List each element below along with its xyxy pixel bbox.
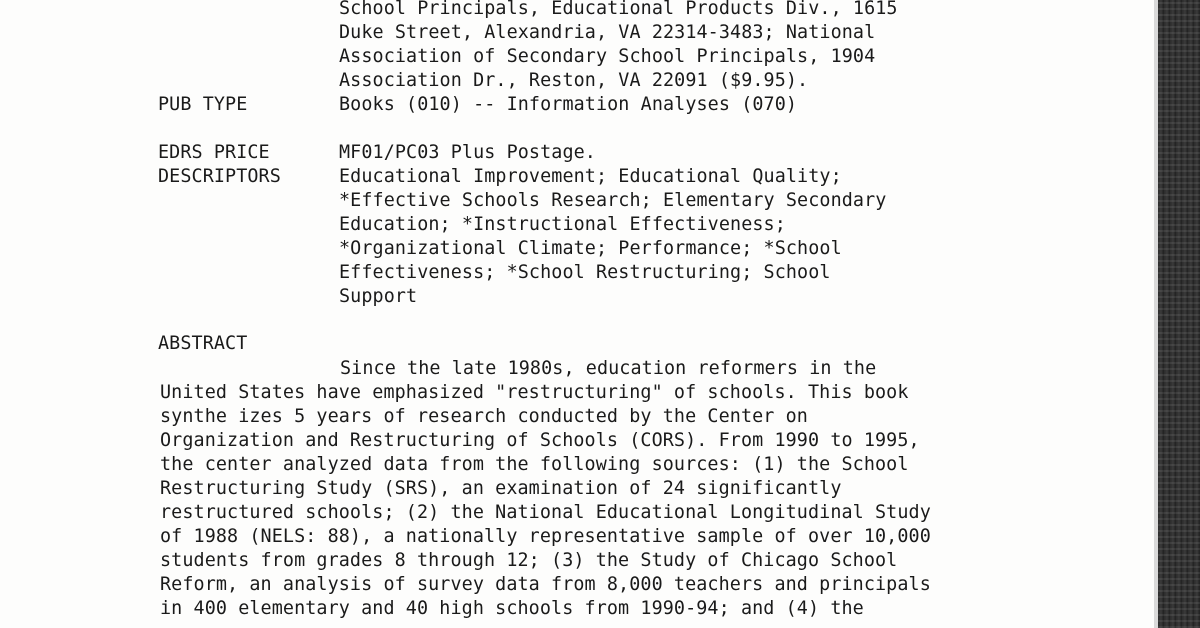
- abstract-line: of 1988 (NELS: 88), a nationally representative sample of over 10,000: [160, 526, 931, 547]
- descriptor-line: *Organizational Climate; Performance; *School: [339, 238, 842, 259]
- edrs-price-label: EDRS PRICE: [158, 142, 270, 163]
- abstract-line: United States have emphasized "restructuring" of schools. This book: [160, 382, 909, 403]
- abstract-line: Reform, an analysis of survey data from 8,000 teachers and principals: [160, 574, 931, 595]
- descriptors-label: DESCRIPTORS: [158, 166, 281, 187]
- descriptor-line: Support: [339, 286, 418, 307]
- descriptor-line: Effectiveness; *School Restructuring; School: [339, 262, 831, 283]
- abstract-line: Restructuring Study (SRS), an examination of 24 significantly: [160, 478, 842, 499]
- abstract-label: ABSTRACT: [158, 333, 248, 354]
- header-line-1: School Principals, Educational Products Div., 1615: [339, 0, 898, 19]
- abstract-line: Since the late 1980s, education reformers in the: [340, 358, 877, 379]
- edrs-price-value: MF01/PC03 Plus Postage.: [339, 142, 596, 163]
- descriptor-line: Education; *Instructional Effectiveness;: [339, 214, 786, 235]
- abstract-line: Organization and Restructuring of Schools (CORS). From 1990 to 1995,: [160, 430, 920, 451]
- abstract-line: in 400 elementary and 40 high schools from 1990-94; and (4) the: [160, 598, 864, 619]
- header-line-3: Association of Secondary School Principals, 1904: [339, 46, 876, 67]
- abstract-line: synthe izes 5 years of research conducted by the Center on: [160, 406, 808, 427]
- abstract-line: students from grades 8 through 12; (3) the Study of Chicago School: [160, 550, 898, 571]
- pub-type-label: PUB TYPE: [158, 94, 248, 115]
- pub-type-value: Books (010) -- Information Analyses (070): [339, 94, 798, 115]
- scan-edge-strip: [1158, 0, 1200, 628]
- header-line-4: Association Dr., Reston, VA 22091 ($9.95).: [339, 70, 809, 91]
- header-line-2: Duke Street, Alexandria, VA 22314-3483; National: [339, 22, 876, 43]
- descriptor-line: Educational Improvement; Educational Quality;: [339, 166, 842, 187]
- abstract-line: restructured schools; (2) the National Educational Longitudinal Study: [160, 502, 931, 523]
- descriptor-line: *Effective Schools Research; Elementary Secondary: [339, 190, 887, 211]
- abstract-line: the center analyzed data from the following sources: (1) the School: [160, 454, 909, 475]
